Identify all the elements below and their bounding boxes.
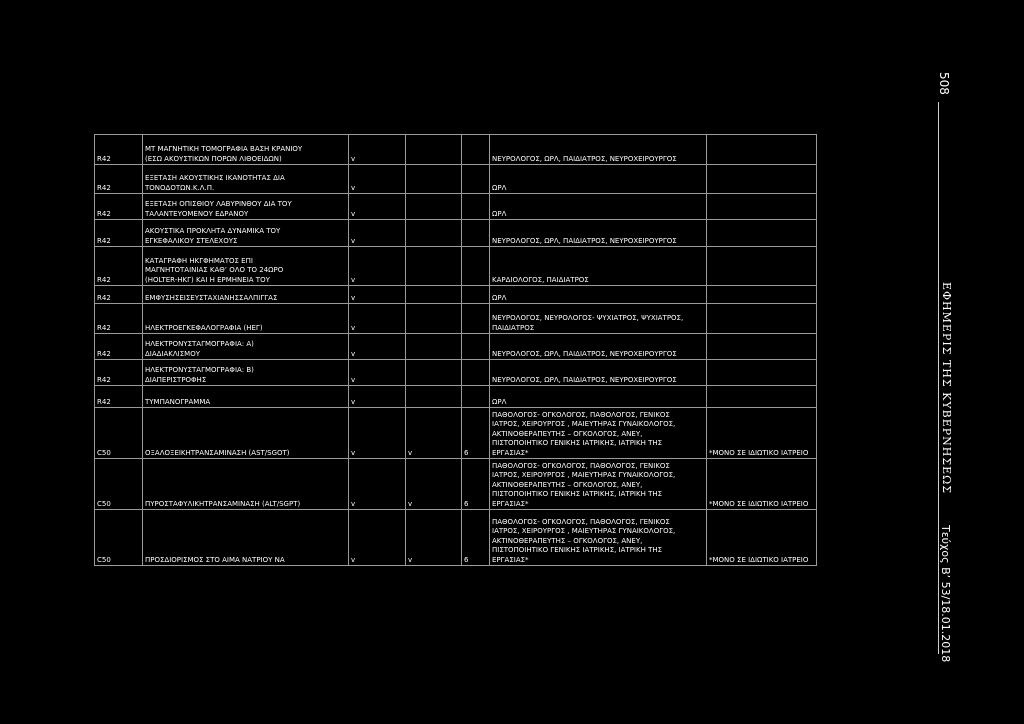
row-code: R42	[95, 304, 143, 334]
row-flag-b: v	[406, 510, 462, 566]
row-description: ΑΚΟΥΣΤΙΚΑ ΠΡΟΚΛΗΤΑ ΔΥΝΑΜΙΚΑ ΤΟΥ ΕΓΚΕΦΑΛΙΚΟΥ ΣΤΕΛΕΧΟΥΣ	[143, 220, 349, 247]
row-flag-b	[406, 247, 462, 286]
table-row	[95, 360, 817, 386]
row-frequency	[462, 386, 490, 408]
row-code: R42	[95, 386, 143, 408]
row-frequency: 6	[462, 459, 490, 510]
row-specialties: ΝΕΥΡΟΛΟΓΟΣ, ΩΡΛ, ΠΑΙΔΙΑΤΡΟΣ, ΝΕΥΡΟΧΕΙΡΟΥΡΓΟΣ	[490, 360, 707, 386]
table-row	[95, 165, 817, 194]
row-note	[707, 360, 817, 386]
row-flag-b	[406, 194, 462, 220]
row-code: R42	[95, 360, 143, 386]
row-specialties: ΚΑΡΔΙΟΛΟΓΟΣ, ΠΑΙΔΙΑΤΡΟΣ	[490, 247, 707, 286]
row-code: C50	[95, 510, 143, 566]
row-code: C50	[95, 459, 143, 510]
row-code: R42	[95, 247, 143, 286]
row-description: ΠΥΡΟΣΤΑΦΥΛΙΚΗΤΡΑΝΣΑΜΙΝΑΣΗ (ALT/SGPT)	[143, 459, 349, 510]
row-flag-a: v	[349, 408, 406, 459]
row-note	[707, 386, 817, 408]
table-row	[95, 386, 817, 408]
row-note	[707, 334, 817, 360]
row-flag-a: v	[349, 304, 406, 334]
row-frequency	[462, 165, 490, 194]
row-flag-a: v	[349, 247, 406, 286]
row-note	[707, 220, 817, 247]
row-description: ΕΞΕΤΑΣΗ ΟΠΙΣΘΙΟΥ ΛΑΒΥΡΙΝΘΟΥ ΔΙΑ ΤΟΥ ΤΑΛΑΝΤΕΥΟΜΕΝΟΥ ΕΔΡΑΝΟΥ	[143, 194, 349, 220]
row-description: MT ΜΑΓΝΗΤΙΚΗ ΤΟΜΟΓΡΑΦΙΑ ΒΑΣΗ ΚΡΑΝΙΟΥ (ΕΣΩ ΑΚΟΥΣΤΙΚΩΝ ΠΟΡΩΝ ΛΙΘΟΕΙΔΩΝ)	[143, 135, 349, 165]
row-flag-a: v	[349, 286, 406, 304]
row-code: R42	[95, 286, 143, 304]
row-note: *ΜΟΝΟ ΣΕ ΙΔΙΩΤΙΚΟ ΙΑΤΡΕΙΟ	[707, 408, 817, 459]
row-flag-a: v	[349, 135, 406, 165]
row-code: R42	[95, 334, 143, 360]
row-specialties: ΠΑΘΟΛΟΓΟΣ- ΟΓΚΟΛΟΓΟΣ, ΠΑΘΟΛΟΓΟΣ, ΓΕΝΙΚΟΣ ΙΑΤΡΟΣ, ΧΕΙΡΟΥΡΓΟΣ , ΜΑΙΕΥΤΗΡΑΣ ΓΥΝΑΙΚΟΛΟΓΟΣ, ΑΚΤΙΝΟΘΕΡΑΠΕΥΤΗΣ – ΟΓΚΟΛΟΓΟΣ, ΑΝΕΥ, ΠΙΣΤΟΠΟΙΗΤΙΚΟ ΓΕΝΙΚΗΣ ΙΑΤΡΙΚΗΣ, ΙΑΤΡΙΚΗ ΤΗΣ ΕΡΓΑΣΙΑΣ*	[490, 408, 707, 459]
table-row	[95, 334, 817, 360]
row-note	[707, 286, 817, 304]
row-note	[707, 304, 817, 334]
row-flag-b: v	[406, 459, 462, 510]
row-frequency	[462, 304, 490, 334]
row-frequency	[462, 135, 490, 165]
row-note	[707, 135, 817, 165]
row-flag-b	[406, 135, 462, 165]
row-flag-a: v	[349, 386, 406, 408]
row-flag-b: v	[406, 408, 462, 459]
row-flag-b	[406, 304, 462, 334]
row-description: ΕΜΦΥΣΗΣΕΙΣΕΥΣΤΑΧΙΑΝΗΣΣΑΛΠΙΓΓΑΣ	[143, 286, 349, 304]
row-note: *ΜΟΝΟ ΣΕ ΙΔΙΩΤΙΚΟ ΙΑΤΡΕΙΟ	[707, 510, 817, 566]
row-flag-a: v	[349, 360, 406, 386]
row-flag-a: v	[349, 510, 406, 566]
row-specialties: ΩΡΛ	[490, 386, 707, 408]
row-note: *ΜΟΝΟ ΣΕ ΙΔΙΩΤΙΚΟ ΙΑΤΡΕΙΟ	[707, 459, 817, 510]
row-frequency	[462, 194, 490, 220]
table-row	[95, 247, 817, 286]
row-description: ΗΛΕΚΤΡΟΝΥΣΤΑΓΜΟΓΡΑΦΙΑ: Β) ΔΙΑΠΕΡΙΣΤΡΟΦΗΣ	[143, 360, 349, 386]
table-row	[95, 135, 817, 165]
row-description: ΕΞΕΤΑΣΗ ΑΚΟΥΣΤΙΚΗΣ ΙΚΑΝΟΤΗΤΑΣ ΔΙΑ ΤΟΝΟΔΟΤΩΝ.Κ.Λ.Π.	[143, 165, 349, 194]
row-frequency: 6	[462, 510, 490, 566]
row-specialties: ΝΕΥΡΟΛΟΓΟΣ, ΩΡΛ, ΠΑΙΔΙΑΤΡΟΣ, ΝΕΥΡΟΧΕΙΡΟΥΡΓΟΣ	[490, 334, 707, 360]
row-flag-a: v	[349, 459, 406, 510]
row-flag-b	[406, 360, 462, 386]
row-note	[707, 194, 817, 220]
row-flag-b	[406, 165, 462, 194]
row-code: R42	[95, 135, 143, 165]
row-flag-b	[406, 334, 462, 360]
row-code: C50	[95, 408, 143, 459]
row-specialties: ΝΕΥΡΟΛΟΓΟΣ, ΩΡΛ, ΠΑΙΔΙΑΤΡΟΣ, ΝΕΥΡΟΧΕΙΡΟΥΡΓΟΣ	[490, 220, 707, 247]
row-description: ΟΞΑΛΟΞΕΙΚΗΤΡΑΝΣΑΜΙΝΑΣΗ (AST/SGOT)	[143, 408, 349, 459]
row-flag-b	[406, 220, 462, 247]
table-row	[95, 286, 817, 304]
row-specialties: ΩΡΛ	[490, 286, 707, 304]
page-number: 508	[937, 72, 951, 95]
row-note	[707, 165, 817, 194]
gazette-title: ΕΦΗΜΕΡΙΣ ΤΗΣ ΚΥΒΕΡΝΗΣΕΩΣ	[940, 282, 953, 495]
row-specialties: ΩΡΛ	[490, 194, 707, 220]
row-flag-a: v	[349, 165, 406, 194]
row-flag-a: v	[349, 334, 406, 360]
row-description: ΚΑΤΑΓΡΑΦΗ ΗΚΓΦΗΜΑΤΟΣ ΕΠΙ ΜΑΓΝΗΤΟΤΑΙΝΙΑΣ ΚΑΘ’ ΟΛΟ ΤΟ 24ΩΡΟ (HOLTER-ΗΚΓ) ΚΑΙ Η ΕΡΜΗΝΕΙΑ ΤΟΥ	[143, 247, 349, 286]
row-specialties: ΝΕΥΡΟΛΟΓΟΣ, ΩΡΛ, ΠΑΙΔΙΑΤΡΟΣ, ΝΕΥΡΟΧΕΙΡΟΥΡΓΟΣ	[490, 135, 707, 165]
row-specialties: ΝΕΥΡΟΛΟΓΟΣ, ΝΕΥΡΟΛΟΓΟΣ- ΨΥΧΙΑΤΡΟΣ, ΨΥΧΙΑΤΡΟΣ, ΠΑΙΔΙΑΤΡΟΣ	[490, 304, 707, 334]
row-specialties: ΠΑΘΟΛΟΓΟΣ- ΟΓΚΟΛΟΓΟΣ, ΠΑΘΟΛΟΓΟΣ, ΓΕΝΙΚΟΣ ΙΑΤΡΟΣ, ΧΕΙΡΟΥΡΓΟΣ , ΜΑΙΕΥΤΗΡΑΣ ΓΥΝΑΙΚΟΛΟΓΟΣ, ΑΚΤΙΝΟΘΕΡΑΠΕΥΤΗΣ – ΟΓΚΟΛΟΓΟΣ, ΑΝΕΥ, ΠΙΣΤΟΠΟΙΗΤΙΚΟ ΓΕΝΙΚΗΣ ΙΑΤΡΙΚΗΣ, ΙΑΤΡΙΚΗ ΤΗΣ ΕΡΓΑΣΙΑΣ*	[490, 510, 707, 566]
row-frequency: 6	[462, 408, 490, 459]
table-row	[95, 408, 817, 459]
row-code: R42	[95, 220, 143, 247]
row-frequency	[462, 220, 490, 247]
table-row	[95, 510, 817, 566]
row-specialties: ΩΡΛ	[490, 165, 707, 194]
row-flag-a: v	[349, 220, 406, 247]
row-flag-a: v	[349, 194, 406, 220]
exam-table	[94, 134, 817, 566]
row-flag-b	[406, 386, 462, 408]
table-row	[95, 194, 817, 220]
row-frequency	[462, 360, 490, 386]
row-code: R42	[95, 194, 143, 220]
row-description: ΠΡΟΣΔΙΟΡΙΣΜΟΣ ΣΤΟ ΑΙΜΑ ΝΑΤΡΙΟΥ ΝΑ	[143, 510, 349, 566]
row-frequency	[462, 247, 490, 286]
table-row	[95, 304, 817, 334]
row-code: R42	[95, 165, 143, 194]
row-specialties: ΠΑΘΟΛΟΓΟΣ- ΟΓΚΟΛΟΓΟΣ, ΠΑΘΟΛΟΓΟΣ, ΓΕΝΙΚΟΣ ΙΑΤΡΟΣ, ΧΕΙΡΟΥΡΓΟΣ , ΜΑΙΕΥΤΗΡΑΣ ΓΥΝΑΙΚΟΛΟΓΟΣ, ΑΚΤΙΝΟΘΕΡΑΠΕΥΤΗΣ – ΟΓΚΟΛΟΓΟΣ, ΑΝΕΥ, ΠΙΣΤΟΠΟΙΗΤΙΚΟ ΓΕΝΙΚΗΣ ΙΑΤΡΙΚΗΣ, ΙΑΤΡΙΚΗ ΤΗΣ ΕΡΓΑΣΙΑΣ*	[490, 459, 707, 510]
issue-label: Τεύχος Β’ 53/18.01.2018	[939, 525, 952, 663]
row-note	[707, 247, 817, 286]
table-row	[95, 220, 817, 247]
row-description: ΗΛΕΚΤΡΟΝΥΣΤΑΓΜΟΓΡΑΦΙΑ: Α) ΔΙΑΔΙΑΚΛΙΣΜΟΥ	[143, 334, 349, 360]
row-frequency	[462, 334, 490, 360]
exam-table-body	[95, 135, 817, 566]
row-description: ΗΛΕΚΤΡΟΕΓΚΕΦΑΛΟΓΡΑΦΙΑ (ΗΕΓ)	[143, 304, 349, 334]
row-frequency	[462, 286, 490, 304]
row-flag-b	[406, 286, 462, 304]
table-row	[95, 459, 817, 510]
row-description: ΤΥΜΠΑΝΟΓΡΑΜΜΑ	[143, 386, 349, 408]
